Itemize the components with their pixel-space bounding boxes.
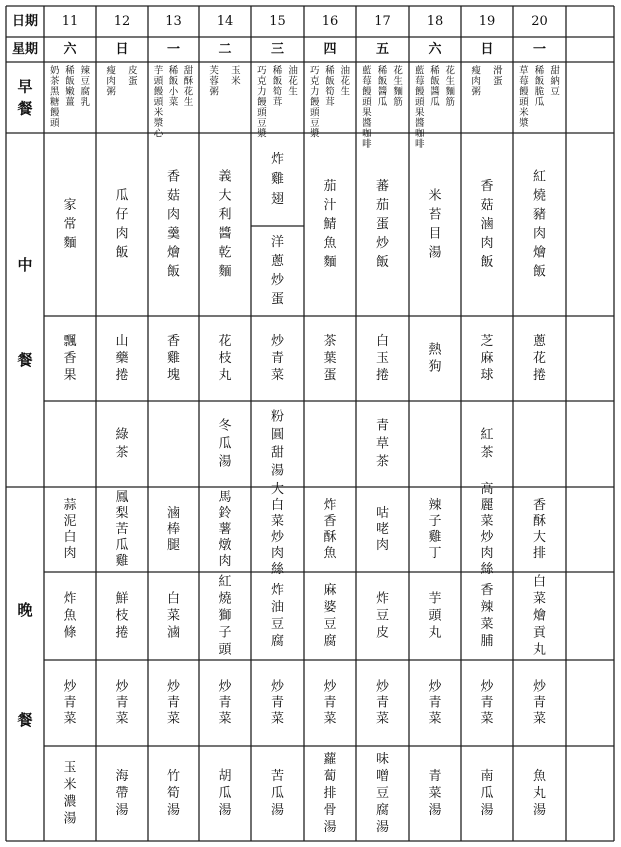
date-header: 日期 [11, 14, 39, 29]
lunch-drink: 綠茶 [115, 427, 129, 461]
dinner-second-dish: 麻婆豆腐 [323, 583, 337, 649]
day-number: 15 [269, 14, 286, 29]
breakfast-item: 滑蛋 [493, 65, 503, 87]
breakfast-item: 巧克力饅頭豆漿 [257, 65, 267, 140]
dinner-vegetable: 炒青菜 [63, 679, 77, 727]
breakfast-item: 瘦肉粥 [106, 65, 116, 98]
breakfast-item: 稀飯醬瓜 [377, 65, 388, 108]
lunch-side-dish: 蔥花捲 [532, 334, 547, 383]
breakfast-item: 草莓饅頭米漿 [519, 65, 529, 129]
weekday-header: 星期 [11, 42, 39, 57]
day-number: 20 [531, 14, 548, 29]
dinner-second-dish: 炸油豆腐 [270, 583, 285, 649]
breakfast-item: 花生麵筋 [393, 65, 403, 108]
lunch-label-bottom: 餐 [17, 351, 33, 369]
dinner-vegetable: 炒青菜 [480, 679, 494, 727]
dinner-soup: 青菜湯 [428, 769, 442, 818]
dinner-soup: 玉米濃湯 [63, 760, 77, 827]
day-number: 17 [374, 14, 391, 29]
lunch-drink: 紅茶 [480, 427, 494, 461]
lunch-main-dish: 瓜仔肉飯 [115, 188, 129, 261]
day-number: 14 [216, 14, 234, 29]
dinner-main-dish: 香酥大排 [532, 498, 547, 561]
breakfast-item: 皮蛋 [128, 65, 138, 87]
dinner-second-dish: 鮮枝捲 [115, 591, 129, 641]
dinner-main-dish: 炸香酥魚 [323, 498, 337, 561]
dinner-soup: 魚丸湯 [532, 769, 547, 818]
dinner-second-dish: 白菜燴貢丸 [532, 574, 547, 658]
dinner-vegetable: 炒青菜 [166, 679, 181, 727]
dinner-soup: 苦瓜湯 [270, 769, 285, 818]
lunch-main-dish: 香菇肉羹燴飯 [166, 169, 181, 280]
dinner-second-dish: 炸豆皮 [375, 591, 390, 641]
breakfast-item: 瘦肉粥 [471, 65, 481, 98]
dinner-soup: 南瓜湯 [480, 769, 494, 818]
dinner-main-dish: 鳳梨苦瓜雞 [115, 490, 129, 569]
dinner-second-dish: 芋頭丸 [428, 591, 442, 641]
lunch-drink: 粉圓甜湯 [270, 409, 285, 479]
lunch-side-dish: 山藥捲 [115, 334, 129, 383]
breakfast-item: 油花生 [288, 65, 298, 98]
breakfast-item: 芋頭饅頭米漿心 [153, 65, 164, 140]
day-number: 19 [478, 14, 496, 29]
dinner-main-dish: 馬鈴薯燉肉 [218, 490, 232, 569]
dinner-main-dish: 高麗菜炒肉絲 [480, 482, 494, 577]
lunch-side-dish: 熱狗 [428, 342, 442, 375]
day-number: 12 [113, 14, 131, 29]
lunch-side-dish: 芝麻球 [480, 334, 494, 383]
weekday-label: 日 [480, 42, 494, 57]
day-number: 16 [321, 14, 339, 29]
day-number: 18 [426, 14, 444, 29]
dinner-second-dish: 炸魚條 [63, 591, 77, 641]
lunch-main-dish: 義大利醬乾麵 [218, 169, 232, 280]
dinner-main-dish: 滷棒腿 [166, 506, 181, 553]
dinner-main-dish: 大白菜炒肉絲 [270, 482, 285, 577]
weekday-label: 三 [270, 42, 285, 57]
breakfast-item: 稀飯筍茸 [325, 65, 335, 108]
breakfast-label: 早餐 [17, 77, 33, 118]
lunch-side-dish: 香雞塊 [166, 334, 181, 383]
breakfast-item: 花生麵筋 [445, 65, 456, 108]
lunch-main-dish: 米苔目湯 [428, 188, 442, 261]
breakfast-item: 甜酥花生 [183, 65, 194, 108]
dinner-main-dish: 辣子雞丁 [428, 498, 442, 561]
breakfast-item: 稀飯嫩薑 [65, 65, 75, 108]
dinner-label-bottom: 餐 [17, 711, 33, 729]
dinner-soup: 竹筍湯 [166, 769, 181, 818]
lunch-main-dish: 茄汁鯖魚麵 [323, 179, 337, 270]
dinner-soup: 味噌豆腐湯 [375, 752, 390, 835]
dinner-vegetable: 炒青菜 [270, 679, 285, 727]
breakfast-item: 稀飯小菜 [168, 65, 179, 108]
breakfast-item: 稀飯醬瓜 [430, 65, 440, 108]
day-number: 13 [165, 14, 182, 29]
lunch-drink: 青草茶 [375, 418, 390, 470]
breakfast-item: 玉米 [231, 65, 241, 87]
table-cells [12, 14, 560, 835]
dinner-second-dish: 紅燒獅子頭 [218, 574, 232, 658]
lunch-main-dish: 蕃茄蛋炒飯 [375, 179, 390, 270]
lunch-label-top: 中 [17, 256, 33, 274]
lunch-side-dish: 炒青菜 [270, 334, 285, 383]
lunch-main-dish: 家常麵 [63, 198, 77, 251]
dinner-label-top: 晚 [17, 601, 33, 619]
dinner-second-dish: 白菜滷 [166, 591, 181, 641]
dinner-vegetable: 炒青菜 [115, 679, 129, 727]
breakfast-item: 甜納豆 [550, 65, 560, 98]
breakfast-item: 奶茶黑糖饅頭 [49, 65, 60, 129]
lunch-drink: 冬瓜湯 [218, 418, 232, 470]
dinner-vegetable: 炒青菜 [218, 679, 232, 727]
day-number: 11 [61, 14, 79, 29]
dinner-vegetable: 炒青菜 [375, 679, 390, 727]
lunch-main-dish: 炸雞翅 [270, 152, 285, 207]
weekday-label: 五 [375, 42, 390, 57]
lunch-main-dish-lower: 洋蔥炒蛋 [270, 235, 285, 307]
weekday-label: 六 [428, 42, 442, 57]
lunch-main-dish: 香菇滷肉飯 [480, 179, 494, 270]
weekday-label: 一 [532, 42, 547, 57]
breakfast-item: 藍莓饅頭果醬咖啡 [362, 65, 372, 150]
lunch-side-dish: 飄香果 [63, 334, 77, 383]
dinner-soup: 蘿蔔排骨湯 [323, 752, 337, 835]
dinner-main-dish: 蒜泥白肉 [63, 498, 77, 561]
dinner-soup: 胡瓜湯 [218, 769, 232, 818]
weekday-label: 日 [115, 42, 129, 57]
weekday-label: 四 [323, 42, 337, 57]
dinner-second-dish: 香辣菜脯 [480, 583, 494, 649]
lunch-main-dish: 紅燒豬肉燴飯 [532, 169, 547, 280]
breakfast-item: 芙蓉粥 [209, 65, 219, 98]
weekday-label: 一 [166, 42, 181, 57]
breakfast-item: 辣豆腐乳 [80, 65, 91, 108]
breakfast-item: 藍莓饅頭果醬咖啡 [414, 65, 425, 150]
breakfast-item: 油花生 [340, 65, 351, 98]
weekday-label: 二 [218, 42, 232, 57]
dinner-vegetable: 炒青菜 [532, 679, 547, 727]
lunch-side-dish: 茶葉蛋 [323, 334, 337, 383]
lunch-side-dish: 白玉捲 [375, 334, 390, 383]
weekday-label: 六 [63, 42, 77, 57]
dinner-vegetable: 炒青菜 [428, 679, 442, 727]
lunch-side-dish: 花枝丸 [218, 334, 232, 383]
dinner-vegetable: 炒青菜 [323, 679, 337, 727]
dinner-main-dish: 咕咾肉 [375, 506, 390, 553]
breakfast-item: 巧克力饅頭豆漿 [309, 65, 320, 140]
breakfast-item: 稀飯筍茸 [272, 65, 283, 108]
breakfast-item: 稀飯脆瓜 [534, 65, 545, 108]
dinner-soup: 海帶湯 [115, 769, 129, 818]
